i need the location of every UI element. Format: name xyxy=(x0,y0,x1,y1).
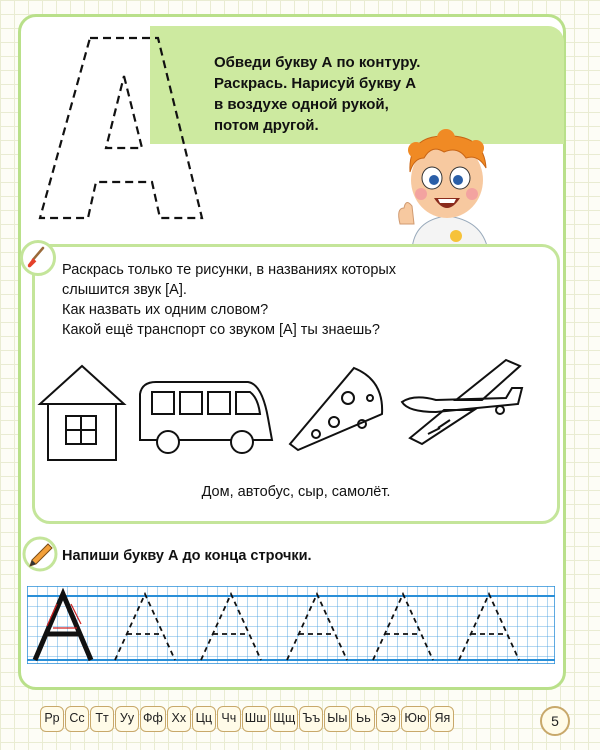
letter-a-trace-icon[interactable] xyxy=(30,30,210,230)
task-line: Как назвать их одним словом? xyxy=(62,302,269,318)
alphabet-tile: Чч xyxy=(217,706,241,732)
pencil-icon xyxy=(22,536,58,572)
alphabet-strip xyxy=(40,706,455,732)
alphabet-tile: Ъъ xyxy=(299,706,323,732)
alphabet-tile: Щщ xyxy=(270,706,298,732)
alphabet-tile: Цц xyxy=(192,706,216,732)
page-number: 5 xyxy=(540,706,570,736)
alphabet-tile: Ьь xyxy=(351,706,375,732)
task-line: Раскрась только те рисунки, в названиях которых xyxy=(62,262,397,278)
alphabet-tile: Ээ xyxy=(376,706,400,732)
task-line: слышится звук [А]. xyxy=(62,282,187,298)
alphabet-tile: Ыы xyxy=(324,706,350,732)
alphabet-tile: Рр xyxy=(40,706,64,732)
alphabet-tile: Хх xyxy=(167,706,191,732)
alphabet-tile: Сс xyxy=(65,706,89,732)
task-line: Какой ещё транспорт со звуком [А] ты знаешь? xyxy=(62,322,380,338)
coloring-pictures xyxy=(36,358,536,468)
instruction-line: потом другой. xyxy=(214,117,319,134)
paintbrush-icon xyxy=(20,240,56,276)
alphabet-tile: Шш xyxy=(242,706,269,732)
trace-instruction xyxy=(214,52,514,136)
coloring-task-text xyxy=(62,260,532,340)
pictures-caption: Дом, автобус, сыр, самолёт. xyxy=(201,484,391,500)
bus-icon[interactable] xyxy=(140,382,272,453)
cheese-icon[interactable] xyxy=(290,368,382,450)
writing-grid[interactable] xyxy=(27,586,555,664)
writing-instruction: Напиши букву А до конца строчки. xyxy=(62,548,312,564)
alphabet-tile: Уу xyxy=(115,706,139,732)
alphabet-tile: Яя xyxy=(430,706,454,732)
alphabet-tile: Тт xyxy=(90,706,114,732)
alphabet-tile: Фф xyxy=(140,706,166,732)
house-icon[interactable] xyxy=(40,366,124,460)
cartoon-boy-icon xyxy=(392,128,502,250)
instruction-line: в воздухе одной рукой, xyxy=(214,96,389,113)
instruction-line: Обведи букву А по контуру. xyxy=(214,54,421,71)
instruction-line: Раскрась. Нарисуй букву А xyxy=(214,75,417,92)
alphabet-tile: Юю xyxy=(401,706,429,732)
airplane-icon[interactable] xyxy=(402,360,522,444)
